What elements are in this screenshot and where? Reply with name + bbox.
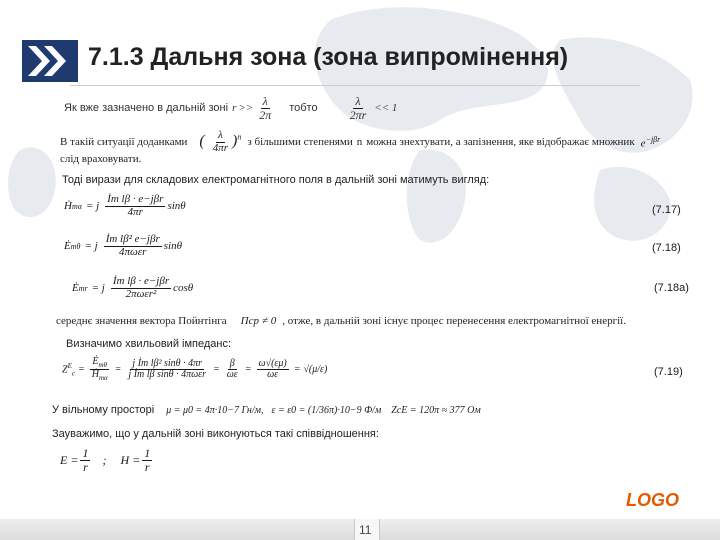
relations-formula: E = $\frac{1}{r}$ ; H = $\frac{1}{r}$ (60, 446, 151, 474)
intro-lambda: λ (262, 94, 268, 108)
equation-number-7-17: (7.17) (652, 204, 681, 216)
free-space-eps: ε = ε0 = (1/36π)·10−9 Ф/м (271, 404, 382, 416)
free-space-z: ZcЕ = 120π ≈ 377 Ом (391, 404, 481, 416)
paragraph-1-part-3: можна знехтувати, а запізнення, яке відображає множник (366, 136, 635, 149)
free-space-mu: μ = μ0 = 4π·10−7 Гн/м, (166, 404, 264, 416)
paragraph-1-part-2: з більшими степенями (247, 136, 353, 149)
logo: LOGO (626, 490, 679, 510)
equation-7-18a: Ė mr = j $\frac{\text{İm lβ · e−jβr}}{\text{2πωεr²}}$ cosθ (72, 275, 194, 300)
equation-7-19: $Z^E_c$ = $\frac{Ė_{m\theta}}{Ḣ_{m\alpha}}$ = $\frac{\text{j İm lβ² sinθ · 4πr}}{\text{j İm lβ sinθ · 4πωεr}}$ = $\frac{\beta}{\omega\varepsilon}$ = $\frac{\omega√(\varepsilon\mu)}{\omega\varepsilon}$ = √(μ/ε) (62, 356, 328, 383)
impedance-label: Визначимо хвильовий імпеданс: (66, 338, 232, 350)
poynting-symbol: Пср (240, 315, 259, 327)
exp-factor: $e^{-j\beta r}$ (640, 134, 661, 150)
intro-much-greater: >> (238, 102, 254, 115)
poynting-line (56, 315, 626, 327)
paragraph-1-line-1 (60, 130, 660, 154)
poynting-before: середнє значення вектора Пойнтінга (56, 315, 227, 327)
double-chevron-icon (22, 40, 78, 82)
intro-r: r (232, 102, 237, 115)
title-underline (70, 85, 640, 86)
intro-two-pi: 2π (259, 107, 272, 122)
poynting-condition: ≠ 0 (261, 315, 277, 327)
equation-7-17: Ḣ mα = j $\frac{\text{İm lβ · e−jβr}}{4\pi r}$ sinθ (64, 193, 186, 218)
intro-lead: Як вже зазначено в дальній зоні (64, 102, 229, 115)
equation-number-7-18: (7.18) (652, 242, 681, 254)
bottom-bar (0, 519, 720, 540)
page-title: 7.1.3 Дальня зона (зона випромінення) (88, 43, 569, 71)
intro-lambda-2: λ (355, 94, 361, 108)
intro-much-less-one: << 1 (374, 102, 398, 115)
page-number: 11 (359, 523, 372, 537)
equation-number-7-19: (7.19) (654, 366, 683, 378)
paragraph-2: Тоді вирази для складових електромагнітного поля в дальній зоні матимуть вигляд: (62, 174, 490, 186)
equation-number-7-18a: (7.18а) (654, 282, 689, 294)
paragraph-1-line-2: слід враховувати. (60, 153, 142, 165)
free-space-label: У вільному просторі (52, 404, 155, 416)
equation-7-18: Ė mθ = j $\frac{\text{İm lβ² e−jβr}}{\text{4πωεr}}$ sinθ (64, 233, 182, 258)
paragraph-1-part-1: В такій ситуації доданками (60, 136, 188, 149)
intro-fraction (257, 95, 273, 121)
paragraph-1-n: n (356, 136, 363, 149)
free-space-line (52, 404, 481, 416)
intro-line (64, 95, 397, 121)
intro-connector: тобто (289, 102, 318, 115)
intro-fraction-2 (348, 95, 369, 121)
poynting-after: , отже, в дальній зоні існує процес перенесення електромагнітної енергії. (282, 315, 626, 327)
neglected-term-bracket: ( $\frac{\lambda}{4\pi r}$ )$^n$ (199, 129, 242, 154)
relations-label: Зауважимо, що у дальній зоні виконуються такі співвідношення: (52, 428, 379, 440)
intro-two-pi-r: 2πr (349, 107, 367, 122)
